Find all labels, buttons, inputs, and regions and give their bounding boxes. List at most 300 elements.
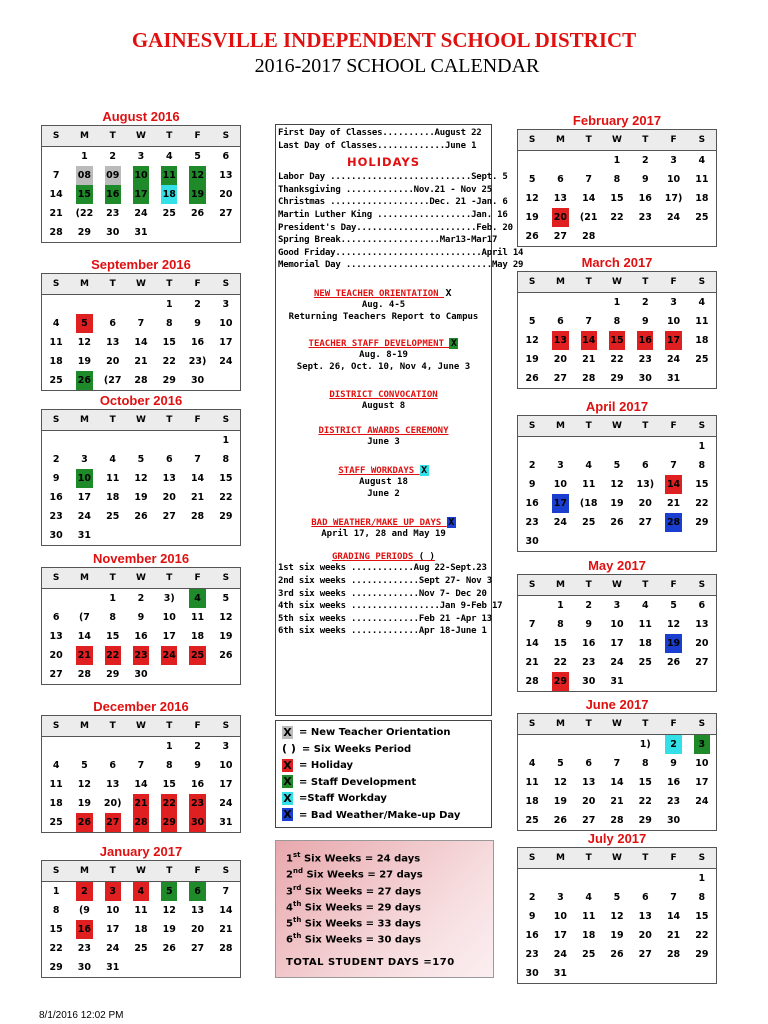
weekday-label: F [670,135,677,145]
month-title: September 2016 [91,257,191,272]
day-cell: 2 [528,892,536,903]
day-cell: 7 [613,758,621,769]
weekday-label: S [222,721,230,731]
day-cell: 15 [610,193,624,204]
day-cell: 25 [162,208,176,219]
day-cell: 2 [194,299,201,310]
day-cell: 12 [525,335,539,346]
month-calendar [41,256,241,391]
day-cell: 12 [77,779,92,790]
month-title: July 2017 [587,831,647,846]
day-cell: 23 [49,511,63,522]
weekday-label: T [642,719,649,729]
day-cell: 24 [219,798,233,809]
day-cell: 22 [49,943,63,954]
day-cell: 30 [189,813,205,832]
day-cell: 10 [666,174,681,185]
day-cell: 30 [525,536,539,547]
day-cell: 5 [222,593,230,604]
weekday-label: T [166,573,173,583]
legend [275,720,492,828]
day-cell: 23 [525,517,539,528]
weekday-label: T [166,721,173,731]
weekday-header [42,716,240,737]
weekday-label: F [670,719,677,729]
day-cell: 20 [162,492,176,503]
weekday-header [518,575,716,596]
day-cell: 14 [49,189,63,200]
day-cell: 13 [106,779,120,790]
day-cell: 14 [190,473,205,484]
grading-paren: ( ) [418,552,435,563]
ordinal-number: 2 [286,869,293,881]
day-cell [70,295,98,314]
day-cell: 4 [52,760,60,771]
day-cell: 9 [194,760,201,771]
day-cell: 25 [189,646,205,665]
day-cell: 30 [77,962,92,973]
day-cell: 23 [189,794,205,813]
holiday-item: Memorial Day ............................May 29 [278,260,524,271]
day-cell [631,964,659,983]
month-grid-box [517,847,717,984]
day-grid [42,737,240,832]
day-cell [575,964,603,983]
day-cell [127,431,155,450]
day-cell: 20 [49,650,63,661]
weekday-label: F [670,277,677,287]
day-cell: 27 [638,949,652,960]
weekday-label: F [194,721,201,731]
weekday-label: M [555,421,565,431]
day-cell: 9 [137,612,145,623]
day-cell: 9 [194,318,201,329]
legend-label: = New Teacher Orientation [299,727,451,738]
day-cell: 16 [525,498,539,509]
weekday-label: T [109,573,116,583]
month-title: February 2017 [572,113,662,128]
day-cell: 15 [609,331,625,350]
six-weeks-days: Six Weeks = 24 days [300,853,421,865]
day-cell: 9 [528,479,536,490]
weekday-label: W [136,415,146,425]
month-grid-box [517,713,717,831]
day-cell: 2 [665,735,681,754]
month-calendar [517,557,717,692]
holiday-item: Martin Luther King ..................Jan. 16 [278,209,508,220]
day-cell [575,293,603,312]
month-grid-box [41,860,241,978]
day-cell: 12 [610,479,624,490]
day-cell: 15 [76,185,92,204]
day-cell: 7 [585,174,593,185]
orientation-mark-icon: X [445,287,452,299]
legend-mark-icon: X [283,775,292,788]
day-cell: 12 [134,473,148,484]
day-cell: 10 [219,760,233,771]
weekday-label: S [222,279,230,289]
totals-box [275,840,494,978]
day-cell: 5 [81,760,88,771]
day-cell: 31 [610,676,624,687]
day-cell: 11 [638,619,652,630]
day-cell: 2 [641,297,649,308]
day-cell [70,737,98,756]
day-cell: 4 [528,758,536,769]
day-cell [155,431,183,450]
day-cell: 6 [698,600,706,611]
day-cell: 10 [695,758,709,769]
day-grid [42,431,240,545]
day-cell: 24 [106,943,120,954]
day-cell: 31 [106,962,120,973]
day-cell: 7 [52,170,60,181]
day-cell: 6 [52,612,60,623]
day-cell: 24 [77,511,92,522]
day-cell: 17 [106,924,120,935]
day-cell: 14 [525,638,539,649]
weather-lines [276,528,491,541]
day-cell: 18 [695,335,709,346]
weekday-label: F [194,131,201,141]
day-cell [575,532,603,551]
weekday-label: S [698,580,706,590]
weekday-label: W [612,135,622,145]
day-cell: 28 [610,815,624,826]
day-cell: 31 [77,530,92,541]
day-cell: 15 [638,777,652,788]
weekday-label: T [642,277,649,287]
day-grid [518,151,716,246]
weekday-label: W [612,719,622,729]
day-cell: 6 [641,892,649,903]
grading-period-item: 2nd six weeks .............Sept 27- Nov 3 [278,576,492,587]
day-cell: 31 [219,817,233,828]
day-cell: 22 [553,657,568,668]
day-cell: 19 [189,185,205,204]
day-cell: 21 [219,924,233,935]
day-cell: 5 [137,454,145,465]
day-cell [603,437,631,456]
workdays-title: STAFF WORKDAYS [338,465,415,476]
weekday-label: S [222,415,230,425]
day-cell [155,665,183,684]
day-cell [99,526,127,545]
day-cell [575,437,603,456]
day-cell: 9 [528,911,536,922]
day-cell: 17 [695,777,709,788]
month-title: June 2017 [585,697,649,712]
day-grid [42,295,240,390]
day-cell: 18 [695,193,709,204]
day-cell: 7 [670,892,677,903]
day-cell: 16 [76,920,92,939]
day-cell [212,665,240,684]
day-cell: 2 [137,593,145,604]
day-cell: 31 [134,227,148,238]
day-cell: 29 [49,962,63,973]
day-cell: 7 [222,886,230,897]
weather-heading [276,517,491,528]
day-cell: 3 [613,600,621,611]
day-cell: 10 [219,318,233,329]
day-cell: 7 [528,619,536,630]
day-cell [688,964,716,983]
day-cell [546,532,574,551]
day-cell: 6 [557,174,564,185]
day-cell: 8 [698,460,706,471]
month-title: April 2017 [585,399,649,414]
awards-lines [276,436,491,449]
day-cell [99,737,127,756]
day-cell: 19 [219,631,233,642]
day-cell: 16 [582,638,596,649]
day-cell: 29 [695,517,709,528]
day-cell: 17 [552,494,568,513]
day-grid [42,589,240,684]
convocation-lines [276,400,491,413]
day-cell: 4 [698,155,706,166]
month-calendar [517,112,717,247]
day-cell: 20) [103,798,122,809]
day-cell [575,735,603,754]
six-weeks-total [286,912,493,928]
weekday-header [42,568,240,589]
six-weeks-total [286,847,493,863]
day-cell: 2 [641,155,649,166]
day-cell: 21 [610,796,624,807]
day-cell [518,293,546,312]
day-cell [659,227,687,246]
ordinal-suffix: rd [292,883,302,892]
orientation-heading [276,288,491,299]
day-cell: 24 [666,212,681,223]
weekday-label: S [528,421,536,431]
weather-title: BAD WEATHER/MAKE UP DAYS [311,517,442,528]
weekday-header [518,130,716,151]
weekday-label: T [585,853,592,863]
day-cell: 23 [638,212,652,223]
day-cell: 1 [698,873,706,884]
day-cell: 28 [582,231,596,242]
holiday-item: Thanksgiving .............Nov.21 - Nov 25 [278,184,492,195]
weekday-label: M [555,853,565,863]
day-cell: 26 [610,517,624,528]
day-cell: 4 [698,297,706,308]
staff-dev-line: Aug. 8-19 [359,349,408,360]
holiday-item: Good Friday............................April 14 [278,247,524,258]
day-cell [155,223,183,242]
weekday-label: T [642,135,649,145]
weekday-label: T [109,415,116,425]
day-cell [42,589,70,608]
day-cell: 15 [162,779,176,790]
day-cell: 4 [109,454,117,465]
day-cell: 5 [613,460,621,471]
day-cell: 1 [109,593,117,604]
day-cell: 25 [582,949,596,960]
day-cell [688,369,716,388]
day-cell: 6 [165,454,173,465]
weekday-label: S [698,853,706,863]
day-cell: 4 [585,892,593,903]
weekday-label: M [79,131,89,141]
day-cell: 26 [525,231,539,242]
month-title: January 2017 [99,844,183,859]
weekday-label: T [642,853,649,863]
day-cell: 20 [219,189,233,200]
day-cell: 23 [582,657,596,668]
month-grid-box [41,273,241,391]
day-cell: (9 [78,905,90,916]
weekday-label: T [166,131,173,141]
day-cell: 24 [134,208,148,219]
day-cell: 20 [638,930,652,941]
day-cell: 23 [638,354,652,365]
six-weeks-days: Six Weeks = 33 days [301,918,422,930]
day-cell [212,958,240,977]
day-cell: 17 [162,631,176,642]
day-cell: 12 [610,911,624,922]
day-cell: 19 [77,798,92,809]
day-cell: 5 [161,882,177,901]
weekday-label: W [136,131,146,141]
convocation-line: August 8 [361,400,406,411]
month-calendar [517,398,717,552]
grading-list [276,562,503,638]
weekday-label: T [585,135,592,145]
day-grid [518,869,716,983]
grading-period-item: 6th six weeks .............Apr 18-June 1 [278,626,487,637]
total-student-days: TOTAL STUDENT DAYS =170 [286,956,455,968]
day-cell: 17 [553,930,568,941]
day-cell: 21 [190,492,205,503]
weekday-label: M [79,279,89,289]
day-cell: 24 [219,356,233,367]
weekday-label: M [79,721,89,731]
day-cell: 14 [582,193,596,204]
day-cell [631,227,659,246]
day-cell [631,869,659,888]
day-cell [99,295,127,314]
day-cell: 14 [219,905,233,916]
day-cell: 10 [553,479,568,490]
day-cell: 5 [528,316,536,327]
day-cell: 28 [49,227,63,238]
day-cell: 14 [134,779,148,790]
day-cell [212,223,240,242]
day-cell [546,437,574,456]
day-cell: 11 [695,316,709,327]
day-cell [183,223,211,242]
day-cell: 28 [666,949,681,960]
day-cell [70,589,98,608]
day-cell: 5 [194,151,201,162]
day-cell: 12 [666,619,681,630]
day-cell: 26 [76,813,92,832]
grading-heading [276,552,491,562]
day-cell [518,869,546,888]
day-cell [603,532,631,551]
day-cell: 1) [639,739,651,750]
day-cell: 30 [190,375,205,386]
day-cell: 20 [695,638,709,649]
weekday-label: W [612,421,622,431]
day-cell: 18 [190,631,205,642]
holiday-item: Labor Day ...........................Sept. 5 [278,172,508,183]
day-cell: 27 [582,815,596,826]
day-cell: 16 [190,337,205,348]
weekday-header [42,410,240,431]
day-cell: 30 [49,530,63,541]
ordinal-suffix: th [292,899,302,908]
ordinal-suffix: th [292,916,302,925]
day-cell: 1 [698,441,706,452]
day-cell: 24 [666,354,681,365]
day-cell: 28 [219,943,233,954]
day-cell: 27 [190,943,205,954]
legend-item [282,791,491,808]
day-cell: 23) [188,356,207,367]
day-cell: 19 [134,492,148,503]
month-calendar [517,254,717,389]
day-cell: 8 [613,316,621,327]
legend-label: = Staff Development [299,776,417,788]
legend-label: =Staff Workday [299,793,387,804]
day-cell: 23 [106,208,120,219]
day-cell [212,526,240,545]
day-cell: 14 [610,777,624,788]
day-cell: 9 [52,473,60,484]
weekday-label: S [52,866,60,876]
day-cell: 30 [582,676,596,687]
day-cell: 15 [219,473,233,484]
day-cell [127,737,155,756]
day-cell: 27 [219,208,233,219]
month-grid-box [517,415,717,552]
six-weeks-days: Six Weeks = 27 days [302,869,423,881]
workday-line: June 2 [367,489,400,500]
ordinal-suffix: th [292,932,302,941]
weekday-label: M [79,866,89,876]
day-cell: 9 [641,174,649,185]
day-cell: 8 [641,758,649,769]
day-cell: 26 [525,373,539,384]
day-cell: 13 [106,337,120,348]
day-cell: (7 [78,612,90,623]
weekday-label: S [52,415,60,425]
day-cell: 17 [219,337,233,348]
day-cell: 25 [49,375,63,386]
day-cell: 2 [528,460,536,471]
day-cell [99,431,127,450]
six-weeks-total [286,928,493,944]
weekday-label: S [52,279,60,289]
day-cell [518,437,546,456]
day-cell: 11 [161,166,177,185]
day-cell: 26 [162,943,176,954]
day-cell: 2 [585,600,593,611]
day-cell: 11 [582,479,596,490]
month-calendar [41,698,241,833]
day-cell: 9 [670,758,677,769]
workdays-lines [276,476,491,501]
day-cell: 26 [190,208,205,219]
day-cell: 1 [165,741,173,752]
weekday-label: S [698,135,706,145]
month-title: November 2016 [92,551,190,566]
ordinal-number: 1 [286,853,293,865]
